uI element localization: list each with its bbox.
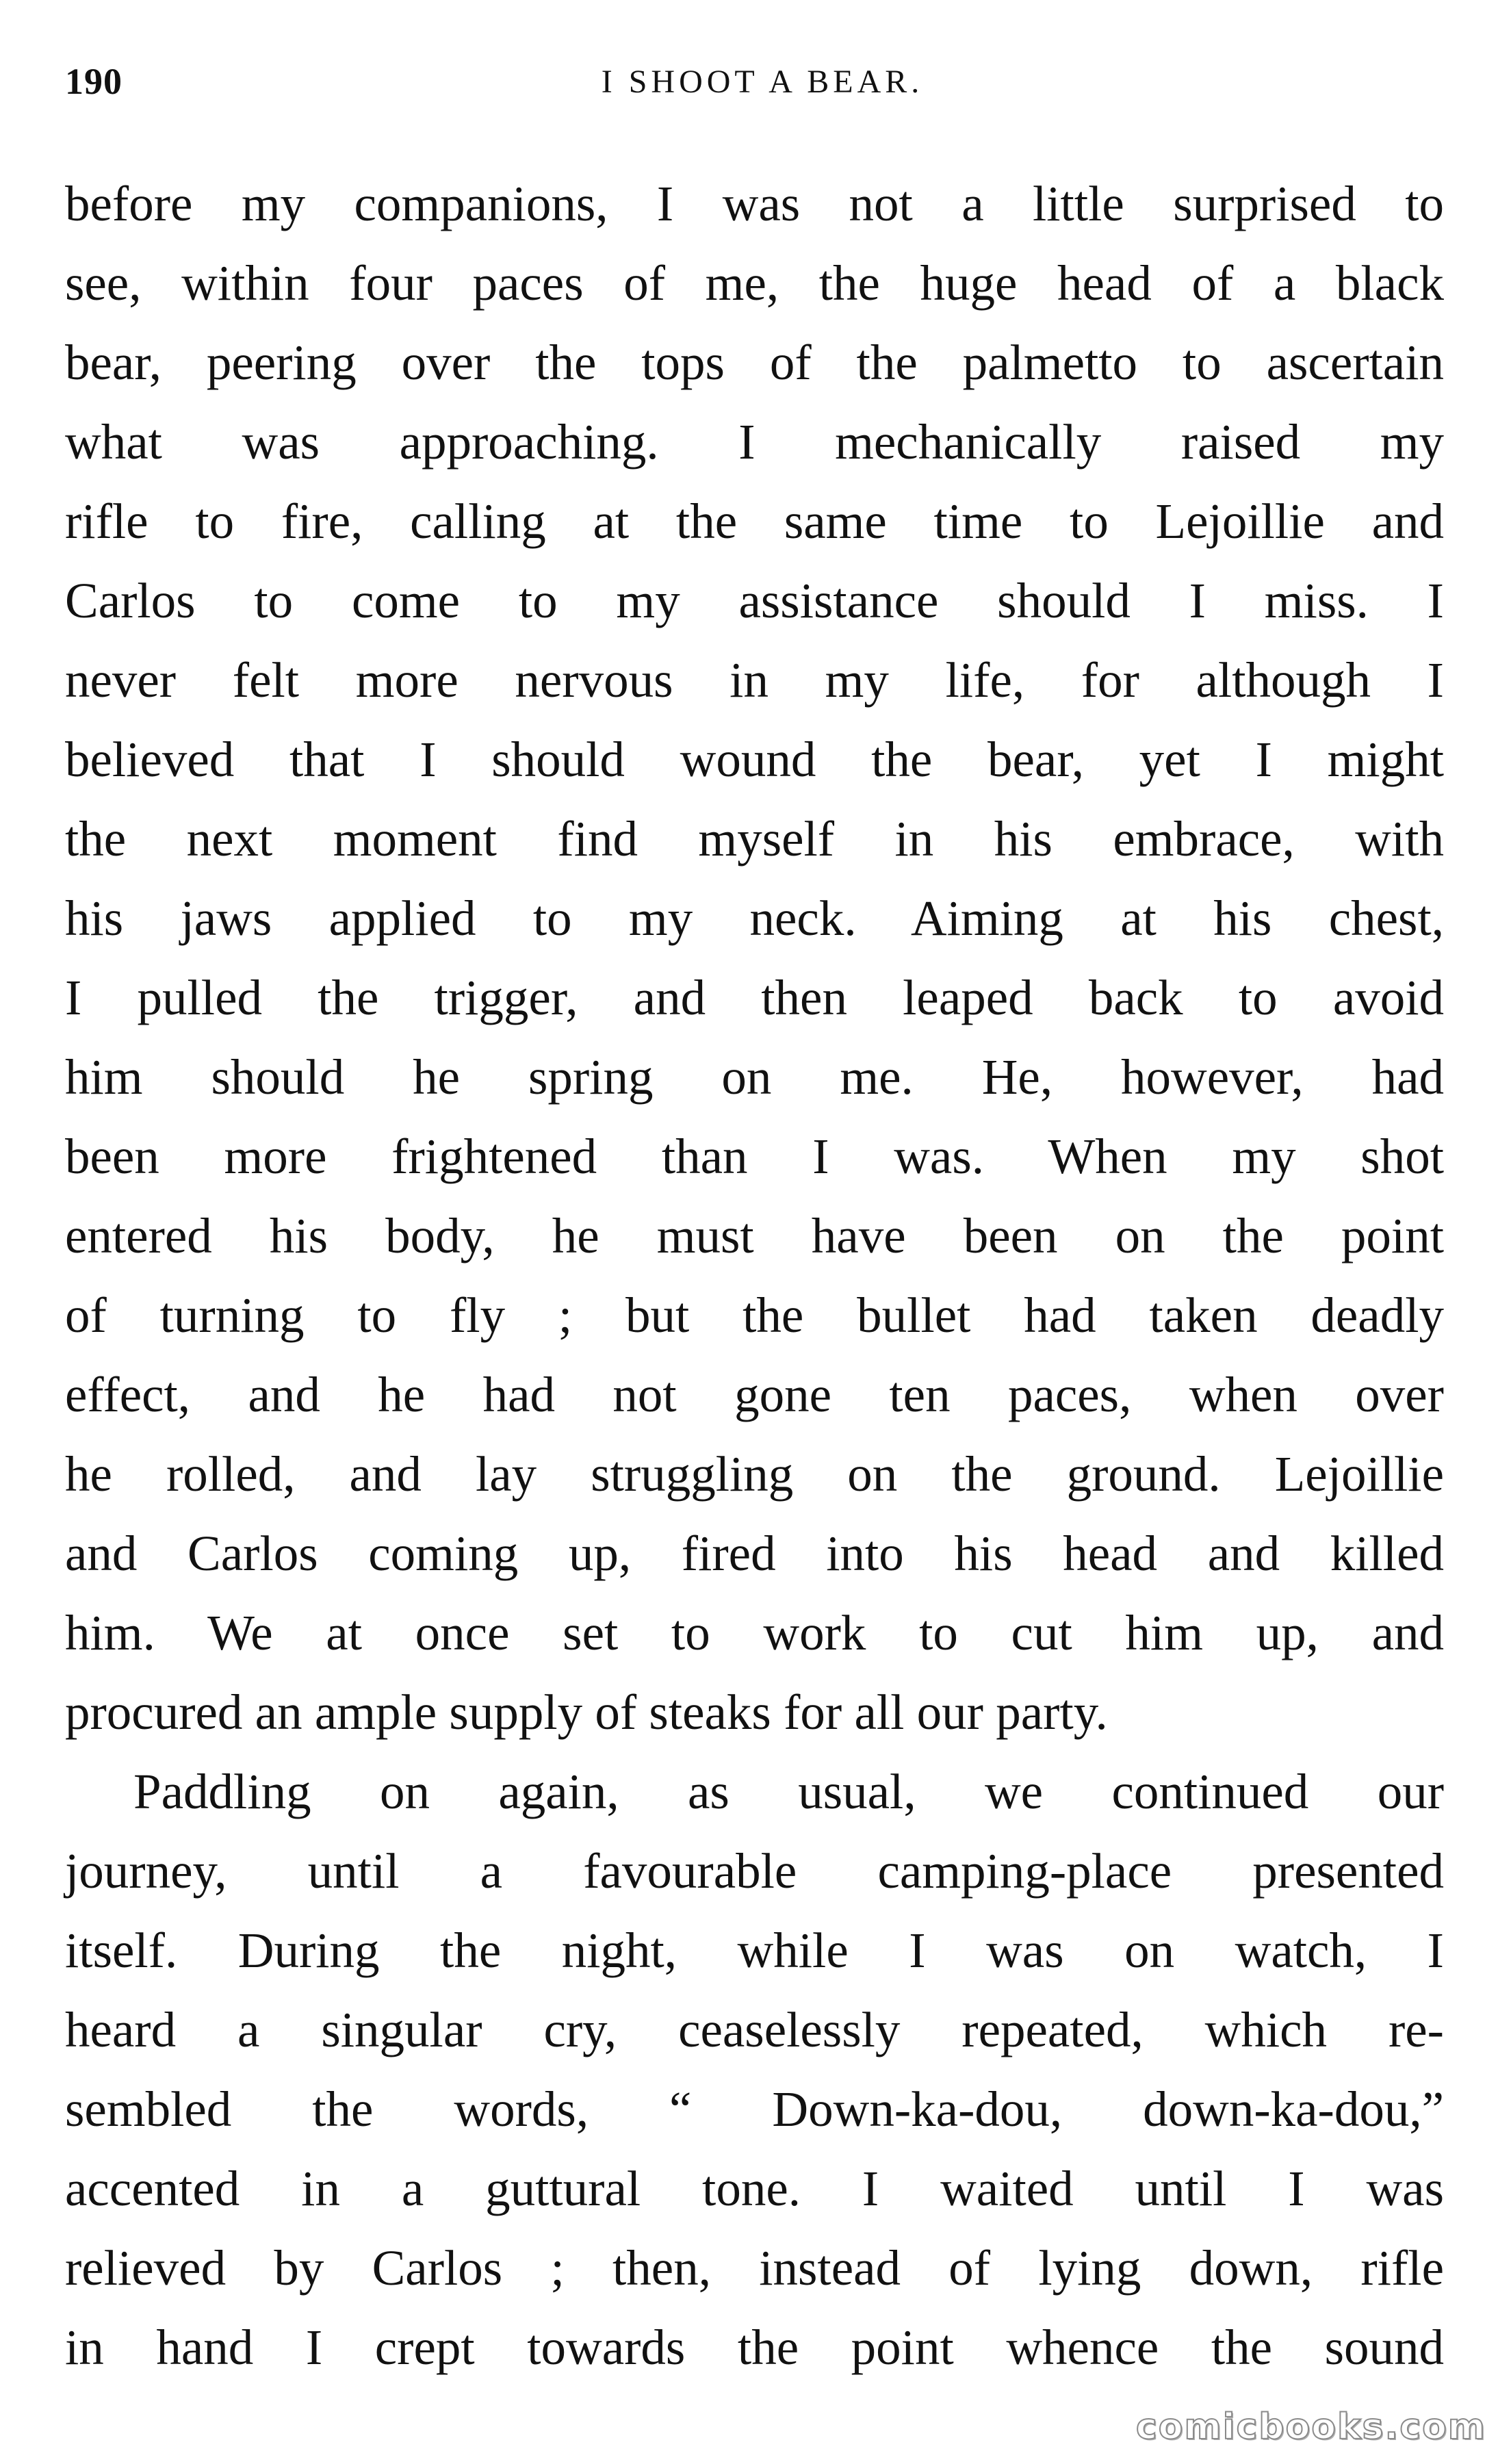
text-line: heard a singular cry, ceaselessly repeated, which re- xyxy=(65,2002,1444,2057)
text-line: see, within four paces of me, the huge head of a black xyxy=(65,255,1444,311)
text-line: itself. During the night, while I was on watch, I xyxy=(65,1923,1444,1978)
text-line: rifle to fire, calling at the same time to Lejoillie and xyxy=(65,493,1444,549)
text-line: never felt more nervous in my life, for although I xyxy=(65,652,1444,708)
text-line: bear, peering over the tops of the palmetto to ascertain xyxy=(65,335,1444,390)
text-line: journey, until a favourable camping-place presented xyxy=(65,1843,1444,1899)
text-line: the next moment find myself in his embrace, with xyxy=(65,811,1444,867)
text-line: sembled the words, “ Down-ka-dou, down-ka-dou,” xyxy=(65,2081,1444,2137)
text-line: Carlos to come to my assistance should I miss. I xyxy=(65,573,1444,628)
text-line: and Carlos coming up, fired into his head and killed xyxy=(65,1526,1444,1581)
text-line: his jaws applied to my neck. Aiming at his chest, xyxy=(65,890,1444,946)
text-line: him. We at once set to work to cut him up, and xyxy=(65,1605,1444,1660)
text-line: in hand I crept towards the point whence the sound xyxy=(65,2320,1444,2375)
text-line: he rolled, and lay struggling on the ground. Lejoillie xyxy=(65,1446,1444,1502)
text-line: been more frightened than I was. When my shot xyxy=(65,1129,1444,1184)
text-line: him should he spring on me. He, however, had xyxy=(65,1049,1444,1105)
text-line: what was approaching. I mechanically raised my xyxy=(65,414,1444,470)
text-line: accented in a guttural tone. I waited until I was xyxy=(65,2161,1444,2216)
text-line: relieved by Carlos ; then, instead of lying down, rifle xyxy=(65,2240,1444,2296)
text-line: before my companions, I was not a little surprised to xyxy=(65,176,1444,231)
paragraph-end-line: procured an ample supply of steaks for all our party. xyxy=(65,1684,1108,1740)
running-title: I SHOOT A BEAR. xyxy=(601,64,924,100)
page-number: 190 xyxy=(65,61,122,102)
text-line: entered his body, he must have been on the point xyxy=(65,1208,1444,1263)
watermark: comicbooks.com xyxy=(1135,2407,1486,2448)
paragraph-start-line: Paddling on again, as usual, we continued our xyxy=(133,1764,1444,1819)
text-line: I pulled the trigger, and then leaped back to avoid xyxy=(65,970,1444,1025)
text-line: believed that I should wound the bear, yet I might xyxy=(65,732,1444,787)
running-head xyxy=(65,60,1446,108)
text-line: effect, and he had not gone ten paces, when over xyxy=(65,1367,1444,1422)
text-line: of turning to fly ; but the bullet had taken deadly xyxy=(65,1287,1444,1343)
body-text xyxy=(65,164,1444,2387)
